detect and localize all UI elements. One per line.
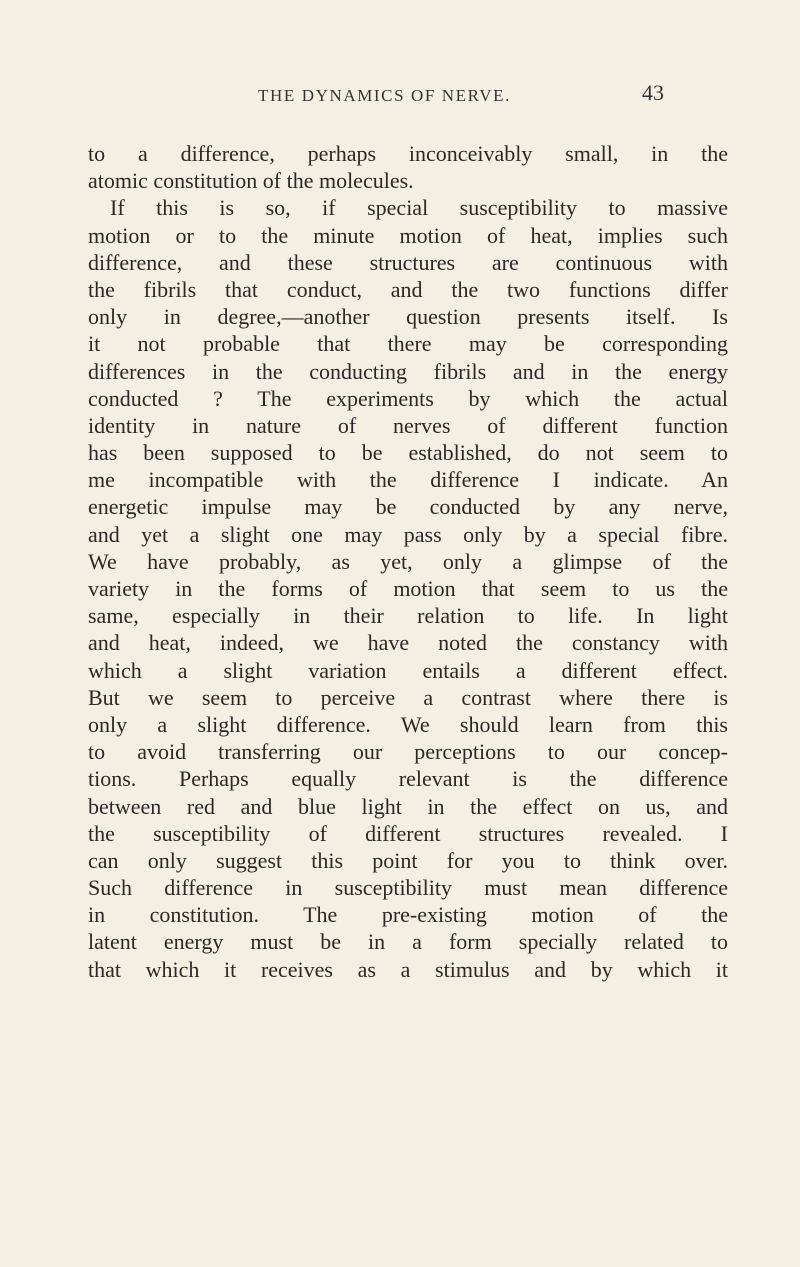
text-line: and yet a slight one may pass only by a special fibre. [88, 521, 728, 547]
text-line: identity in nature of nerves of different function [88, 412, 728, 438]
text-line: But we seem to perceive a contrast where there is [88, 684, 728, 710]
text-line: it not probable that there may be corresponding [88, 331, 728, 357]
text-line: to a difference, perhaps inconceivably small, in the [88, 141, 728, 166]
text-line: difference, and these structures are continuous with [88, 249, 728, 275]
text-line: variety in the forms of motion that seem to us the [88, 576, 728, 601]
text-line: latent energy must be in a form specially related to [88, 929, 728, 955]
text-line: energetic impulse may be conducted by any nerve, [88, 494, 728, 520]
text-line: If this is so, if special susceptibility to massive [110, 195, 728, 221]
text-line: motion or to the minute motion of heat, implies such [88, 222, 728, 248]
text-line: Such difference in susceptibility must mean difference [88, 875, 728, 901]
text-line: can only suggest this point for you to think over. [88, 847, 728, 873]
running-title: THE DYNAMICS OF NERVE. [258, 86, 511, 105]
text-line: the fibrils that conduct, and the two functions differ [88, 276, 728, 302]
text-line: me incompatible with the difference I indicate. An [88, 467, 728, 493]
text-line: differences in the conducting fibrils and in the energy [88, 358, 728, 384]
text-line: the susceptibility of different structures revealed. I [88, 820, 728, 846]
text-line: to avoid transferring our perceptions to our concep- [88, 739, 728, 765]
page-number: 43 [642, 80, 664, 105]
text-line: in constitution. The pre-existing motion of the [88, 902, 728, 928]
text-line: and heat, indeed, we have noted the constancy with [88, 630, 728, 656]
text-line: has been supposed to be established, do not seem to [88, 440, 728, 466]
text-line: conducted ? The experiments by which the actual [88, 385, 728, 411]
text-line: which a slight variation entails a different effect. [88, 657, 728, 683]
text-line: tions. Perhaps equally relevant is the difference [88, 766, 728, 792]
text-line: only in degree,—another question presents itself. Is [88, 304, 728, 330]
text-line: only a slight difference. We should learn from this [88, 711, 728, 737]
text-line: between red and blue light in the effect on us, and [88, 793, 728, 819]
text-line: that which it receives as a stimulus and by which it [88, 956, 728, 982]
body-text [88, 140, 728, 983]
text-line: atomic constitution of the molecules. [88, 168, 414, 194]
text-line: same, especially in their relation to life. In light [88, 603, 728, 629]
text-line: We have probably, as yet, only a glimpse of the [88, 548, 728, 574]
